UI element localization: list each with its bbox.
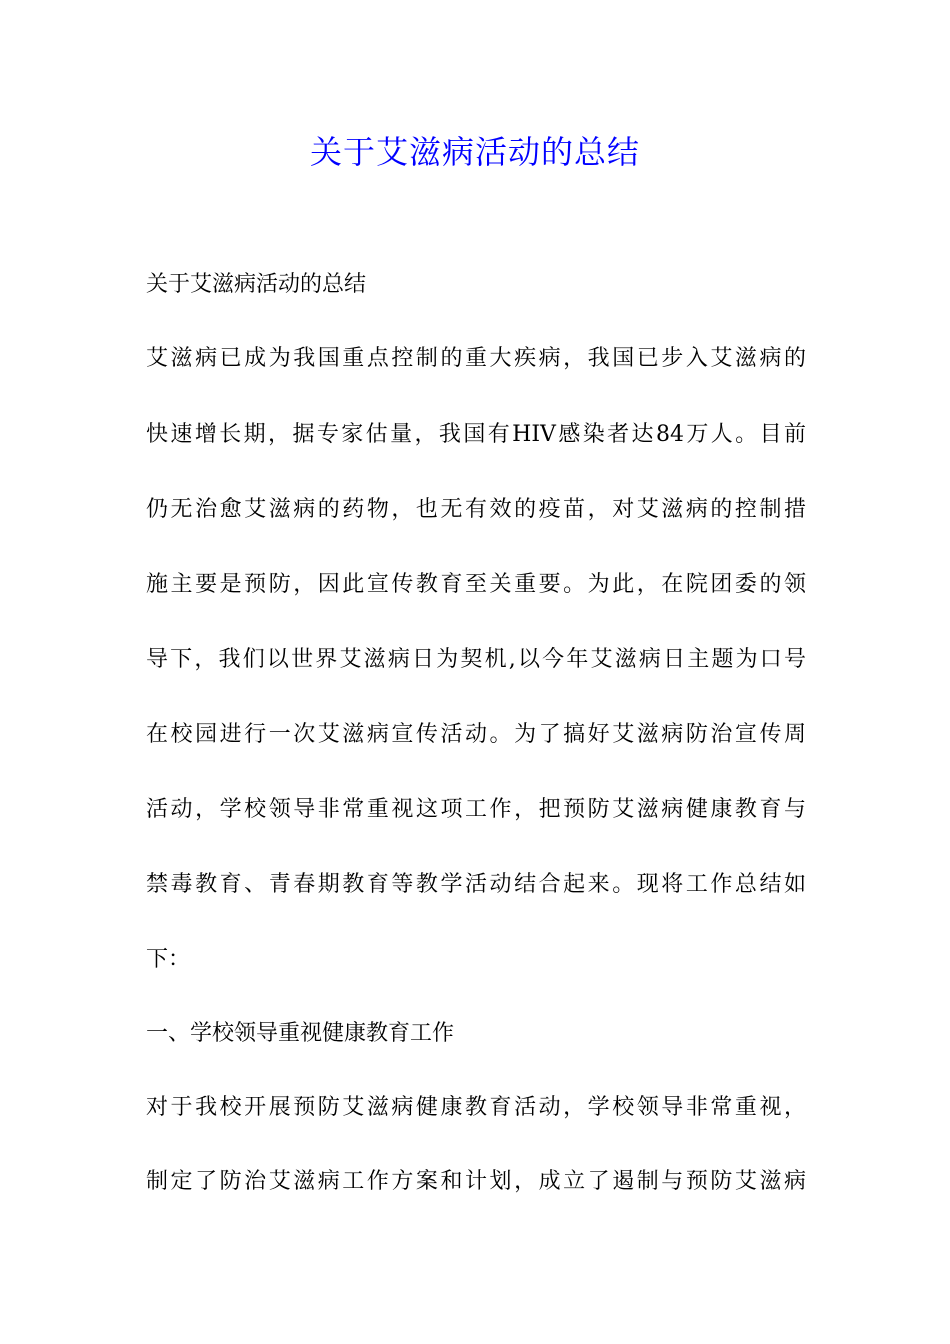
- paragraph-line: 导下，我们以世界艾滋病日为契机,以今年艾滋病日主题为口号: [146, 647, 806, 672]
- document-title: 关于艾滋病活动的总结: [309, 133, 640, 171]
- paragraph-line: 施主要是预防，因此宣传教育至关重要。为此，在院团委的领: [146, 572, 806, 597]
- section-heading-title: 关于艾滋病活动的总结: [146, 272, 367, 297]
- paragraph-line: 仍无治愈艾滋病的药物，也无有效的疫苗，对艾滋病的控制措: [146, 497, 806, 522]
- paragraph-line: 对于我校开展预防艾滋病健康教育活动，学校领导非常重视，: [146, 1095, 806, 1120]
- paragraph-line: 禁毒教育、青春期教育等教学活动结合起来。现将工作总结如: [146, 872, 806, 897]
- paragraph-line: 艾滋病已成为我国重点控制的重大疾病，我国已步入艾滋病的: [146, 346, 806, 371]
- paragraph-line-end: 下：: [146, 947, 191, 972]
- paragraph-line: 在校园进行一次艾滋病宣传活动。为了搞好艾滋病防治宣传周: [146, 722, 806, 747]
- paragraph-line: 制定了防治艾滋病工作方案和计划，成立了遏制与预防艾滋病: [146, 1169, 806, 1194]
- section-heading: 一、学校领导重视健康教育工作: [146, 1021, 455, 1046]
- paragraph-line: 快速增长期，据专家估量，我国有HIV感染者达84万人。目前: [146, 422, 806, 447]
- paragraph-line: 活动，学校领导非常重视这项工作，把预防艾滋病健康教育与: [146, 797, 806, 822]
